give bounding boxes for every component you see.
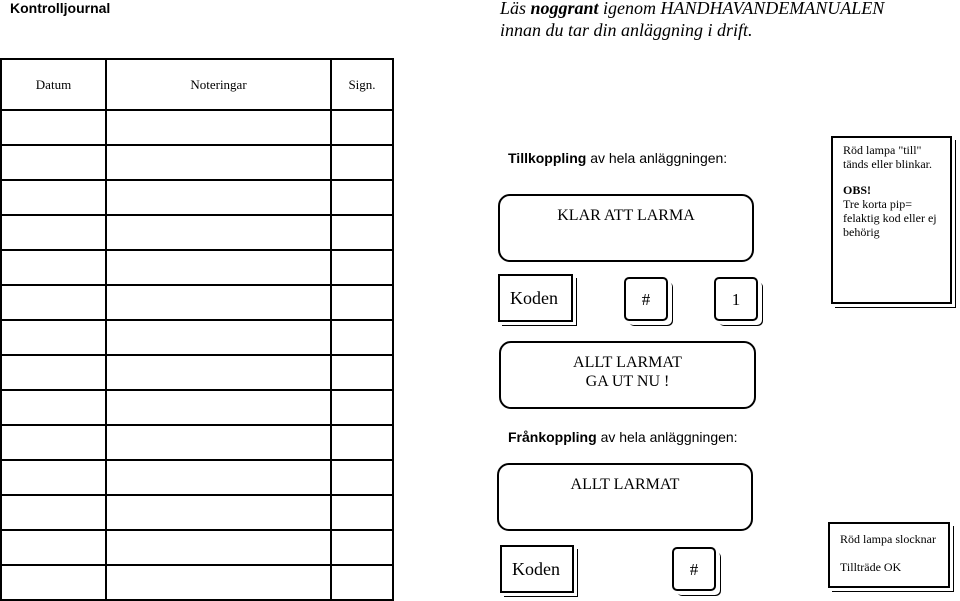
table-cell[interactable] [331,425,393,460]
table-row [1,425,393,460]
note-line1: Röd lampa "till" [843,143,922,157]
deactivation-heading-bold: Frånkoppling [508,429,597,445]
table-cell[interactable] [106,145,331,180]
table-row [1,320,393,355]
page-title: Kontrolljournal [10,0,111,16]
deactivation-heading-rest: av hela anläggningen: [600,429,738,445]
armed-line2: GA UT NU ! [585,373,670,390]
table-row [1,565,393,600]
table-cell[interactable] [331,250,393,285]
table-row [1,355,393,390]
table-cell[interactable] [106,565,331,600]
activation-note [831,136,952,304]
armed-line1: ALLT LARMAT [573,354,682,371]
table-row [1,250,393,285]
table-row [1,215,393,250]
table-cell[interactable] [106,285,331,320]
table-row [1,390,393,425]
table-cell[interactable] [1,530,106,565]
log-table-header [1,59,393,110]
table-cell[interactable] [1,320,106,355]
table-cell[interactable] [106,390,331,425]
table-cell[interactable] [1,250,106,285]
table-cell[interactable] [331,180,393,215]
column-header-noteringar: Noteringar [106,59,331,110]
table-cell[interactable] [1,565,106,600]
notice-bold: noggrant [530,0,599,18]
table-cell[interactable] [331,530,393,565]
table-cell[interactable] [106,215,331,250]
table-cell[interactable] [1,110,106,145]
activation-heading [508,150,727,166]
notice-rest: igenom HANDHAVANDEMANUALEN [603,0,885,18]
note-off-line2: Tillträde OK [840,560,902,574]
table-cell[interactable] [106,530,331,565]
activation-display: KLAR ATT LARMA [498,194,754,262]
notice-prefix: Läs [500,0,527,18]
table-cell[interactable] [106,320,331,355]
table-cell[interactable] [106,425,331,460]
table-cell[interactable] [106,180,331,215]
note-line2: tänds eller blinkar. [843,157,932,171]
manual-notice [500,0,884,41]
table-cell[interactable] [331,460,393,495]
table-cell[interactable] [331,320,393,355]
armed-display [499,341,756,409]
table-cell[interactable] [331,495,393,530]
table-cell[interactable] [106,495,331,530]
note-obs: OBS! [843,183,872,197]
table-row [1,110,393,145]
deactivation-display: ALLT LARMAT [497,463,753,531]
table-cell[interactable] [331,285,393,320]
table-cell[interactable] [331,110,393,145]
deactivation-note [828,522,950,588]
activation-heading-bold: Tillkoppling [508,150,587,166]
table-cell[interactable] [1,355,106,390]
table-cell[interactable] [1,145,106,180]
table-row [1,285,393,320]
hash-key-off[interactable]: # [672,547,716,591]
table-cell[interactable] [1,215,106,250]
note-line5: behörig [843,225,880,239]
table-row [1,495,393,530]
table-row [1,145,393,180]
note-line3: Tre korta pip= [843,197,912,211]
table-cell[interactable] [331,145,393,180]
hash-key[interactable]: # [624,277,668,321]
table-cell[interactable] [1,180,106,215]
notice-line2: innan du tar din anläggning i drift. [500,20,753,40]
table-row [1,180,393,215]
table-cell[interactable] [331,390,393,425]
table-row [1,460,393,495]
deactivation-heading [508,429,738,445]
code-key[interactable]: Koden [498,274,573,322]
column-header-sign: Sign. [331,59,393,110]
log-table [0,58,394,601]
activation-heading-rest: av hela anläggningen: [590,150,728,166]
note-line4: felaktig kod eller ej [843,211,937,225]
code-key-off[interactable]: Koden [500,545,574,593]
column-header-datum: Datum [1,59,106,110]
table-row [1,530,393,565]
table-cell[interactable] [106,250,331,285]
table-cell[interactable] [106,460,331,495]
table-cell[interactable] [331,215,393,250]
table-cell[interactable] [1,495,106,530]
table-cell[interactable] [331,355,393,390]
table-cell[interactable] [1,390,106,425]
table-cell[interactable] [1,285,106,320]
table-cell[interactable] [1,460,106,495]
table-cell[interactable] [106,355,331,390]
one-key[interactable]: 1 [714,277,758,321]
table-cell[interactable] [106,110,331,145]
note-off-line1: Röd lampa slocknar [840,532,936,546]
table-cell[interactable] [1,425,106,460]
table-cell[interactable] [331,565,393,600]
